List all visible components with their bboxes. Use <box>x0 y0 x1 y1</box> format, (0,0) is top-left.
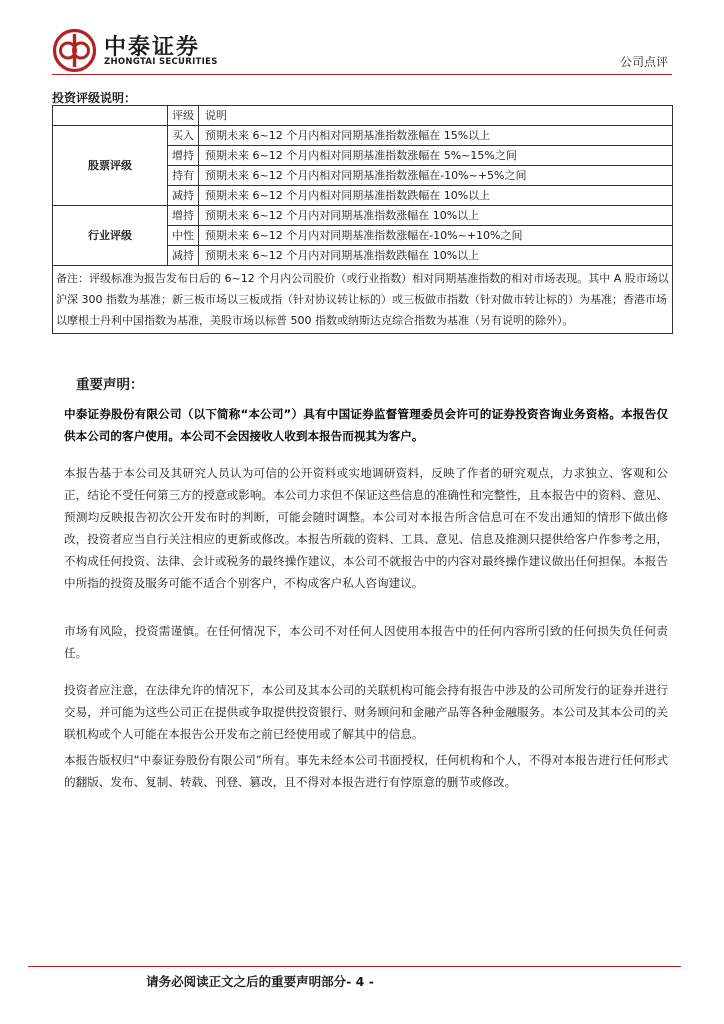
rating-desc: 预期未来 6~12 个月内相对同期基准指数涨幅在-10%~+5%之间 <box>199 166 673 186</box>
header-divider <box>52 74 672 75</box>
table-row <box>53 126 673 146</box>
declaration-paragraph-4: 投资者应注意，在法律允许的情况下，本公司及其本公司的关联机构可能会持有报告中涉及的公司所发行的证券并进行交易，并可能为这些公司正在提供或争取提供投资银行、财务顾问和金融产品等各种金融服务。本公司及其本公司的关联机构或个人可能在本报告公开发布之前已经使用或了解其中的信息。 <box>64 683 668 741</box>
industry-rating-group: 行业评级 <box>53 206 168 266</box>
rating-level: 增持 <box>168 146 199 166</box>
rating-desc: 预期未来 6~12 个月内对同期基准指数涨幅在-10%~+10%之间 <box>199 226 673 246</box>
declaration-paragraph-1: 中泰证券股份有限公司（以下简称“本公司”）具有中国证券监督管理委员会许可的证券投资咨询业务资格。本报告仅供本公司的客户使用。本公司不会因接收人收到本报告而视其为客户。 <box>64 407 668 443</box>
company-name-cn: 中泰证券 <box>104 35 201 60</box>
declaration-paragraph-5: 本报告版权归“中泰证券股份有限公司”所有。事先未经本公司书面授权，任何机构和个人，不得对本报告进行任何形式的翻版、发布、复制、转载、刊登、篡改，且不得对本报告进行有悖原意的删节或修改。 <box>64 753 668 789</box>
rating-note: 备注：评级标准为报告发布日后的 6~12 个月内公司股价（或行业指数）相对同期基准指数的相对市场表现。其中 A 股市场以沪深 300 指数为基准；新三板市场以三板成指（针对协议转让标的）或三板做市指数（针对做市转让标的）为基准；香港市场以摩根士丹利中国指数为基准，美股市场以标普 500 指数或纳斯达克综合指数为基准（另有说明的除外）。 <box>53 266 673 334</box>
company-name-en: ZHONGTAI SECURITIES <box>104 57 218 67</box>
declaration-title: 重要声明： <box>76 377 144 393</box>
rating-desc: 预期未来 6~12 个月内对同期基准指数涨幅在 10%以上 <box>199 206 673 226</box>
table-header-row <box>53 106 673 126</box>
footer-notice: 请务必阅读正文之后的重要声明部分- 4 - <box>146 974 374 989</box>
rating-level: 减持 <box>168 246 199 266</box>
rating-level: 持有 <box>168 166 199 186</box>
document-type: 公司点评 <box>619 55 668 69</box>
col-header-level: 评级 <box>168 106 199 126</box>
rating-desc: 预期未来 6~12 个月内对同期基准指数跌幅在 10%以上 <box>199 246 673 266</box>
zhongtai-logo-icon <box>52 28 97 73</box>
rating-desc: 预期未来 6~12 个月内相对同期基准指数跌幅在 10%以上 <box>199 186 673 206</box>
table-note-row <box>53 266 673 334</box>
page-header <box>0 0 724 80</box>
rating-desc: 预期未来 6~12 个月内相对同期基准指数涨幅在 15%以上 <box>199 126 673 146</box>
rating-section-title: 投资评级说明： <box>52 91 137 105</box>
rating-level: 买入 <box>168 126 199 146</box>
footer-divider <box>28 966 681 967</box>
rating-desc: 预期未来 6~12 个月内相对同期基准指数涨幅在 5%~15%之间 <box>199 146 673 166</box>
declaration-paragraph-3: 市场有风险，投资需谨慎。在任何情况下，本公司不对任何人因使用本报告中的任何内容所引致的任何损失负任何责任。 <box>64 624 668 660</box>
col-header-desc: 说明 <box>199 106 673 126</box>
declaration-paragraph-2: 本报告基于本公司及其研究人员认为可信的公开资料或实地调研资料，反映了作者的研究观点，力求独立、客观和公正，结论不受任何第三方的授意或影响。本公司力求但不保证这些信息的准确性和完整性，且本报告中的资料、意见、预测均反映报告初次公开发布时的判断，可能会随时调整。本公司对本报告所含信息可在不发出通知的情形下做出修改，投资者应当自行关注相应的更新或修改。本报告所载的资料、工具、意见、信息及推测只提供给客户作参考之用，不构成任何投资、法律、会计或税务的最终操作建议，本公司不就报告中的内容对最终操作建议做出任何担保。本报告中所指的投资及服务可能不适合个别客户，不构成客户私人咨询建议。 <box>64 466 668 590</box>
rating-level: 中性 <box>168 226 199 246</box>
rating-table <box>52 105 673 334</box>
table-row <box>53 206 673 226</box>
rating-level: 减持 <box>168 186 199 206</box>
stock-rating-group: 股票评级 <box>53 126 168 206</box>
table-corner-cell <box>53 106 168 126</box>
rating-level: 增持 <box>168 206 199 226</box>
